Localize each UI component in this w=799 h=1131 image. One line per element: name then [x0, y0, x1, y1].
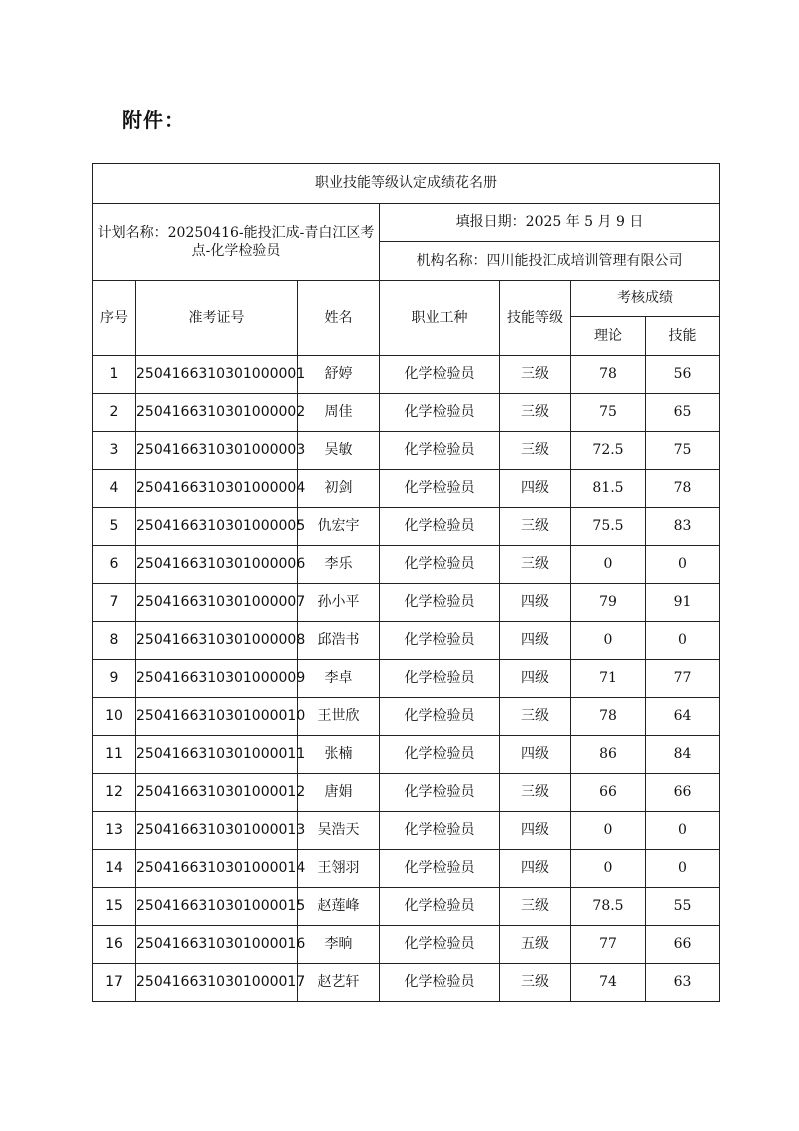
cell-seq: 14	[93, 850, 136, 888]
cell-job: 化学检验员	[380, 622, 500, 660]
cell-skill: 0	[646, 546, 720, 584]
cell-level: 四级	[500, 584, 571, 622]
cell-job: 化学检验员	[380, 926, 500, 964]
table-row	[93, 432, 720, 470]
cell-name: 仇宏宇	[298, 508, 380, 546]
cell-name: 李晌	[298, 926, 380, 964]
cell-name: 周佳	[298, 394, 380, 432]
cell-ticket: 2504166310301000002	[136, 394, 298, 432]
cell-job: 化学检验员	[380, 774, 500, 812]
header-job: 职业工种	[380, 281, 500, 356]
cell-name: 张楠	[298, 736, 380, 774]
header-row-1	[93, 281, 720, 317]
cell-job: 化学检验员	[380, 964, 500, 1002]
cell-seq: 2	[93, 394, 136, 432]
cell-name: 初剑	[298, 470, 380, 508]
meta-row-1	[93, 204, 720, 242]
cell-name: 李乐	[298, 546, 380, 584]
table-row	[93, 926, 720, 964]
cell-theory: 78	[571, 698, 646, 736]
table-row	[93, 584, 720, 622]
table-row	[93, 812, 720, 850]
attachment-label: 附件：	[122, 108, 185, 132]
cell-level: 四级	[500, 470, 571, 508]
cell-seq: 15	[93, 888, 136, 926]
header-name: 姓名	[298, 281, 380, 356]
cell-skill: 0	[646, 850, 720, 888]
cell-skill: 91	[646, 584, 720, 622]
cell-ticket: 2504166310301000005	[136, 508, 298, 546]
cell-theory: 77	[571, 926, 646, 964]
cell-skill: 84	[646, 736, 720, 774]
cell-skill: 55	[646, 888, 720, 926]
cell-level: 三级	[500, 356, 571, 394]
cell-ticket: 2504166310301000016	[136, 926, 298, 964]
cell-seq: 8	[93, 622, 136, 660]
header-score: 考核成绩	[571, 281, 720, 317]
cell-level: 三级	[500, 964, 571, 1002]
cell-skill: 66	[646, 774, 720, 812]
cell-ticket: 2504166310301000015	[136, 888, 298, 926]
table-row	[93, 470, 720, 508]
cell-level: 五级	[500, 926, 571, 964]
cell-seq: 13	[93, 812, 136, 850]
header-ticket: 准考证号	[136, 281, 298, 356]
cell-seq: 7	[93, 584, 136, 622]
cell-skill: 56	[646, 356, 720, 394]
cell-skill: 0	[646, 622, 720, 660]
cell-theory: 81.5	[571, 470, 646, 508]
cell-job: 化学检验员	[380, 888, 500, 926]
cell-job: 化学检验员	[380, 660, 500, 698]
cell-seq: 6	[93, 546, 136, 584]
cell-theory: 72.5	[571, 432, 646, 470]
cell-ticket: 2504166310301000001	[136, 356, 298, 394]
cell-skill: 75	[646, 432, 720, 470]
cell-name: 孙小平	[298, 584, 380, 622]
cell-job: 化学检验员	[380, 356, 500, 394]
cell-level: 三级	[500, 546, 571, 584]
cell-theory: 0	[571, 546, 646, 584]
table-row	[93, 660, 720, 698]
cell-name: 唐娟	[298, 774, 380, 812]
cell-ticket: 2504166310301000012	[136, 774, 298, 812]
cell-seq: 11	[93, 736, 136, 774]
cell-seq: 4	[93, 470, 136, 508]
cell-theory: 0	[571, 622, 646, 660]
cell-theory: 78	[571, 356, 646, 394]
cell-skill: 77	[646, 660, 720, 698]
cell-ticket: 2504166310301000004	[136, 470, 298, 508]
header-skill: 技能	[646, 317, 720, 356]
cell-skill: 66	[646, 926, 720, 964]
header-theory: 理论	[571, 317, 646, 356]
cell-name: 王翎羽	[298, 850, 380, 888]
cell-ticket: 2504166310301000010	[136, 698, 298, 736]
cell-name: 王世欣	[298, 698, 380, 736]
cell-level: 四级	[500, 850, 571, 888]
plan-name: 计划名称：20250416-能投汇成-青白江区考点-化学检验员	[93, 204, 380, 281]
table-row	[93, 622, 720, 660]
cell-job: 化学检验员	[380, 698, 500, 736]
cell-name: 吴浩天	[298, 812, 380, 850]
cell-ticket: 2504166310301000013	[136, 812, 298, 850]
cell-job: 化学检验员	[380, 584, 500, 622]
table-row	[93, 508, 720, 546]
cell-level: 三级	[500, 508, 571, 546]
table-row	[93, 356, 720, 394]
cell-job: 化学检验员	[380, 432, 500, 470]
cell-theory: 75.5	[571, 508, 646, 546]
cell-name: 舒婷	[298, 356, 380, 394]
cell-theory: 0	[571, 850, 646, 888]
cell-seq: 5	[93, 508, 136, 546]
cell-ticket: 2504166310301000003	[136, 432, 298, 470]
table-row	[93, 698, 720, 736]
cell-level: 四级	[500, 812, 571, 850]
header-seq: 序号	[93, 281, 136, 356]
cell-level: 四级	[500, 622, 571, 660]
table-row	[93, 774, 720, 812]
cell-job: 化学检验员	[380, 812, 500, 850]
cell-level: 三级	[500, 394, 571, 432]
table-row	[93, 736, 720, 774]
cell-name: 赵艺轩	[298, 964, 380, 1002]
cell-job: 化学检验员	[380, 470, 500, 508]
cell-theory: 66	[571, 774, 646, 812]
cell-ticket: 2504166310301000014	[136, 850, 298, 888]
cell-seq: 17	[93, 964, 136, 1002]
cell-skill: 83	[646, 508, 720, 546]
cell-skill: 64	[646, 698, 720, 736]
cell-level: 四级	[500, 736, 571, 774]
cell-theory: 79	[571, 584, 646, 622]
cell-level: 四级	[500, 660, 571, 698]
cell-level: 三级	[500, 774, 571, 812]
cell-skill: 65	[646, 394, 720, 432]
cell-theory: 78.5	[571, 888, 646, 926]
cell-name: 吴敏	[298, 432, 380, 470]
cell-skill: 78	[646, 470, 720, 508]
cell-level: 三级	[500, 432, 571, 470]
cell-ticket: 2504166310301000007	[136, 584, 298, 622]
cell-seq: 16	[93, 926, 136, 964]
cell-level: 三级	[500, 888, 571, 926]
table-row	[93, 964, 720, 1002]
table-title-row	[93, 164, 720, 204]
score-roster-table	[92, 163, 720, 1002]
table-row	[93, 394, 720, 432]
fill-date: 填报日期：2025 年 5 月 9 日	[380, 204, 720, 242]
cell-level: 三级	[500, 698, 571, 736]
table-row	[93, 850, 720, 888]
cell-skill: 63	[646, 964, 720, 1002]
cell-seq: 12	[93, 774, 136, 812]
cell-job: 化学检验员	[380, 508, 500, 546]
cell-ticket: 2504166310301000011	[136, 736, 298, 774]
cell-theory: 86	[571, 736, 646, 774]
cell-ticket: 2504166310301000017	[136, 964, 298, 1002]
cell-job: 化学检验员	[380, 394, 500, 432]
cell-theory: 0	[571, 812, 646, 850]
table-row	[93, 546, 720, 584]
cell-seq: 9	[93, 660, 136, 698]
table-title: 职业技能等级认定成绩花名册	[93, 164, 720, 204]
cell-job: 化学检验员	[380, 850, 500, 888]
cell-seq: 3	[93, 432, 136, 470]
header-level: 技能等级	[500, 281, 571, 356]
table-row	[93, 888, 720, 926]
cell-theory: 71	[571, 660, 646, 698]
cell-job: 化学检验员	[380, 736, 500, 774]
cell-ticket: 2504166310301000008	[136, 622, 298, 660]
cell-theory: 74	[571, 964, 646, 1002]
cell-job: 化学检验员	[380, 546, 500, 584]
cell-name: 赵莲峰	[298, 888, 380, 926]
cell-name: 李卓	[298, 660, 380, 698]
cell-ticket: 2504166310301000009	[136, 660, 298, 698]
cell-theory: 75	[571, 394, 646, 432]
org-name: 机构名称：四川能投汇成培训管理有限公司	[380, 242, 720, 281]
cell-skill: 0	[646, 812, 720, 850]
cell-name: 邱浩书	[298, 622, 380, 660]
cell-ticket: 2504166310301000006	[136, 546, 298, 584]
cell-seq: 10	[93, 698, 136, 736]
cell-seq: 1	[93, 356, 136, 394]
